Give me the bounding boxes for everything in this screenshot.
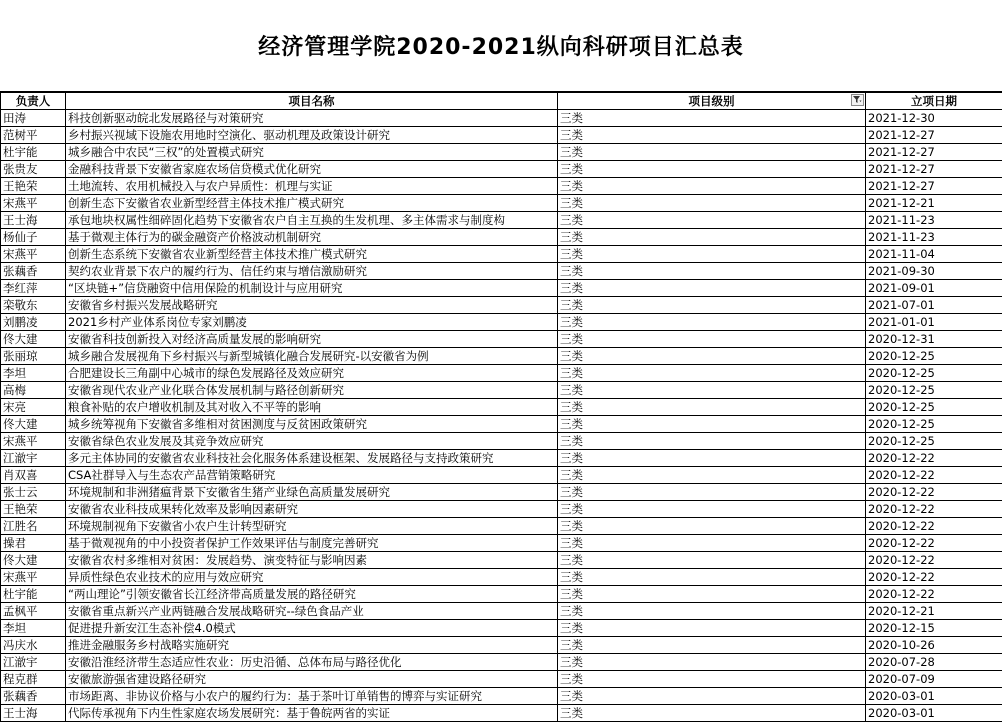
cell-date[interactable]: 2020-12-25	[866, 433, 1002, 450]
cell-level[interactable]: 三类	[558, 501, 866, 518]
cell-project[interactable]: “两山理论”引领安徽省长江经济带高质量发展的路径研究	[66, 586, 558, 603]
header-project[interactable]: 项目名称	[66, 93, 558, 110]
table-row	[1, 433, 1002, 450]
table-row	[1, 127, 1002, 144]
cell-date[interactable]: 2021-12-27	[866, 144, 1002, 161]
title-area	[0, 0, 1002, 92]
table-row	[1, 212, 1002, 229]
cell-project[interactable]: 创新生态系统下安徽省农业新型经营主体技术推广模式研究	[66, 246, 558, 263]
cell-date[interactable]: 2020-12-22	[866, 450, 1002, 467]
cell-person[interactable]: 李坦	[1, 365, 66, 382]
cell-project[interactable]: 促进提升新安江生态补偿4.0模式	[66, 620, 558, 637]
cell-project[interactable]: 创新生态下安徽省农业新型经营主体技术推广模式研究	[66, 195, 558, 212]
cell-project[interactable]: 城乡融合发展视角下乡村振兴与新型城镇化融合发展研究-以安徽省为例	[66, 348, 558, 365]
cell-level[interactable]: 三类	[558, 416, 866, 433]
cell-date[interactable]: 2021-12-30	[866, 110, 1002, 127]
cell-level[interactable]: 三类	[558, 348, 866, 365]
cell-person[interactable]: 李坦	[1, 620, 66, 637]
cell-project[interactable]: 安徽沿淮经济带生态适应性农业：历史沿循、总体布局与路径优化	[66, 654, 558, 671]
cell-person[interactable]: 张丽琼	[1, 348, 66, 365]
cell-project[interactable]: 安徽旅游强省建设路径研究	[66, 671, 558, 688]
cell-date[interactable]: 2021-11-23	[866, 229, 1002, 246]
cell-person[interactable]: 宋燕平	[1, 246, 66, 263]
cell-person[interactable]: 宋燕平	[1, 433, 66, 450]
cell-level[interactable]: 三类	[558, 314, 866, 331]
cell-date[interactable]: 2020-12-25	[866, 348, 1002, 365]
cell-person[interactable]: 程克群	[1, 671, 66, 688]
cell-person[interactable]: 江澈宇	[1, 450, 66, 467]
table-row	[1, 280, 1002, 297]
cell-date[interactable]: 2020-12-25	[866, 416, 1002, 433]
table-row	[1, 161, 1002, 178]
table-row	[1, 569, 1002, 586]
cell-date[interactable]: 2020-03-01	[866, 705, 1002, 722]
cell-project[interactable]: 承包地块权属性细碎固化趋势下安徽省农户自主互换的生发机理、多主体需求与制度构	[66, 212, 558, 229]
cell-project[interactable]: 契约农业背景下农户的履约行为、信任约束与增信激励研究	[66, 263, 558, 280]
cell-date[interactable]: 2020-12-22	[866, 501, 1002, 518]
cell-person[interactable]: 佟大建	[1, 331, 66, 348]
table-row	[1, 552, 1002, 569]
cell-date[interactable]: 2020-03-01	[866, 688, 1002, 705]
cell-project[interactable]: 安徽省农业科技成果转化效率及影响因素研究	[66, 501, 558, 518]
cell-project[interactable]: 多元主体协同的安徽省农业科技社会化服务体系建设框架、发展路径与支持政策研究	[66, 450, 558, 467]
cell-level[interactable]: 三类	[558, 263, 866, 280]
cell-level[interactable]: 三类	[558, 654, 866, 671]
cell-project[interactable]: 2021乡村产业体系岗位专家刘鹏凌	[66, 314, 558, 331]
cell-person[interactable]: 佟大建	[1, 552, 66, 569]
cell-level[interactable]: 三类	[558, 195, 866, 212]
cell-person[interactable]: 张藕香	[1, 688, 66, 705]
table-row	[1, 365, 1002, 382]
cell-date[interactable]: 2021-09-30	[866, 263, 1002, 280]
header-row	[1, 93, 1002, 110]
cell-project[interactable]: 异质性绿色农业技术的应用与效应研究	[66, 569, 558, 586]
cell-person[interactable]: 张士云	[1, 484, 66, 501]
cell-level[interactable]: 三类	[558, 467, 866, 484]
table-row	[1, 246, 1002, 263]
table-row	[1, 110, 1002, 127]
cell-project[interactable]: 粮食补贴的农户增收机制及其对收入不平等的影响	[66, 399, 558, 416]
table-row	[1, 484, 1002, 501]
cell-date[interactable]: 2021-11-23	[866, 212, 1002, 229]
cell-level[interactable]: 三类	[558, 484, 866, 501]
cell-date[interactable]: 2020-07-28	[866, 654, 1002, 671]
project-table	[0, 92, 1002, 722]
cell-date[interactable]: 2020-12-25	[866, 365, 1002, 382]
cell-date[interactable]: 2020-12-25	[866, 399, 1002, 416]
table-row	[1, 297, 1002, 314]
cell-level[interactable]: 三类	[558, 399, 866, 416]
cell-person[interactable]: 杜宇能	[1, 144, 66, 161]
cell-person[interactable]: 冯庆水	[1, 637, 66, 654]
table-row	[1, 348, 1002, 365]
table-row	[1, 314, 1002, 331]
cell-person[interactable]: 王艳荣	[1, 501, 66, 518]
cell-level[interactable]: 三类	[558, 365, 866, 382]
cell-date[interactable]: 2020-12-22	[866, 467, 1002, 484]
header-person[interactable]: 负责人	[1, 93, 66, 110]
cell-level[interactable]: 三类	[558, 280, 866, 297]
cell-project[interactable]: 环境规制和非洲猪瘟背景下安徽省生猪产业绿色高质量发展研究	[66, 484, 558, 501]
cell-date[interactable]: 2020-12-22	[866, 484, 1002, 501]
cell-project[interactable]: 安徽省科技创新投入对经济高质量发展的影响研究	[66, 331, 558, 348]
cell-person[interactable]: 范树平	[1, 127, 66, 144]
cell-date[interactable]: 2020-12-22	[866, 586, 1002, 603]
cell-date[interactable]: 2021-09-01	[866, 280, 1002, 297]
table-row	[1, 195, 1002, 212]
table-row	[1, 688, 1002, 705]
cell-project[interactable]: 安徽省乡村振兴发展战略研究	[66, 297, 558, 314]
table-row	[1, 331, 1002, 348]
cell-date[interactable]: 2021-01-01	[866, 314, 1002, 331]
cell-date[interactable]: 2020-12-31	[866, 331, 1002, 348]
header-date[interactable]: 立项日期	[866, 93, 1002, 110]
filter-button[interactable]	[851, 94, 864, 106]
cell-person[interactable]: 王士海	[1, 212, 66, 229]
cell-level[interactable]: 三类	[558, 297, 866, 314]
cell-project[interactable]: 安徽省农村多维相对贫困：发展趋势、演变特征与影响因素	[66, 552, 558, 569]
cell-level[interactable]: 三类	[558, 382, 866, 399]
cell-level[interactable]: 三类	[558, 178, 866, 195]
cell-level[interactable]: 三类	[558, 229, 866, 246]
cell-project[interactable]: 土地流转、农用机械投入与农户异质性：机理与实证	[66, 178, 558, 195]
cell-project[interactable]: “区块链+”信贷融资中信用保险的机制设计与应用研究	[66, 280, 558, 297]
table-row	[1, 382, 1002, 399]
cell-project[interactable]: 安徽省现代农业产业化联合体发展机制与路径创新研究	[66, 382, 558, 399]
cell-project[interactable]: 安徽省绿色农业发展及其竞争效应研究	[66, 433, 558, 450]
cell-person[interactable]: 刘鹏凌	[1, 314, 66, 331]
cell-level[interactable]: 三类	[558, 586, 866, 603]
cell-date[interactable]: 2021-12-27	[866, 178, 1002, 195]
table-row	[1, 603, 1002, 620]
header-level-label: 项目级别	[689, 94, 735, 108]
cell-level[interactable]: 三类	[558, 110, 866, 127]
cell-project[interactable]: 科技创新驱动皖北发展路径与对策研究	[66, 110, 558, 127]
cell-project[interactable]: 城乡融合中农民“三权”的处置模式研究	[66, 144, 558, 161]
filter-funnel-icon	[853, 96, 862, 104]
cell-level[interactable]: 三类	[558, 144, 866, 161]
cell-level[interactable]: 三类	[558, 433, 866, 450]
table-row	[1, 399, 1002, 416]
cell-project[interactable]: 安徽省重点新兴产业两链融合发展战略研究--绿色食品产业	[66, 603, 558, 620]
table-row	[1, 501, 1002, 518]
cell-level[interactable]: 三类	[558, 161, 866, 178]
table-row	[1, 705, 1002, 722]
cell-level[interactable]: 三类	[558, 705, 866, 722]
table-row	[1, 518, 1002, 535]
cell-level[interactable]: 三类	[558, 569, 866, 586]
header-level[interactable]	[558, 93, 866, 110]
cell-person[interactable]: 王艳荣	[1, 178, 66, 195]
cell-person[interactable]: 佟大建	[1, 416, 66, 433]
table-row	[1, 654, 1002, 671]
cell-project[interactable]: CSA社群导入与生态农产品营销策略研究	[66, 467, 558, 484]
cell-person[interactable]: 张贵友	[1, 161, 66, 178]
cell-person[interactable]: 宋燕平	[1, 569, 66, 586]
cell-project[interactable]: 代际传承视角下内生性家庭农场发展研究：基于鲁皖两省的实证	[66, 705, 558, 722]
cell-project[interactable]: 合肥建设长三角副中心城市的绿色发展路径及效应研究	[66, 365, 558, 382]
table-row	[1, 450, 1002, 467]
cell-project[interactable]: 市场距离、非协议价格与小农户的履约行为：基于茶叶订单销售的博弈与实证研究	[66, 688, 558, 705]
cell-level[interactable]: 三类	[558, 518, 866, 535]
cell-person[interactable]: 杨仙子	[1, 229, 66, 246]
cell-person[interactable]: 操君	[1, 535, 66, 552]
cell-level[interactable]: 三类	[558, 535, 866, 552]
cell-person[interactable]: 田涛	[1, 110, 66, 127]
cell-person[interactable]: 江胜名	[1, 518, 66, 535]
table-row	[1, 620, 1002, 637]
cell-person[interactable]: 杜宇能	[1, 586, 66, 603]
cell-date[interactable]: 2020-12-15	[866, 620, 1002, 637]
cell-level[interactable]: 三类	[558, 620, 866, 637]
cell-person[interactable]: 李红萍	[1, 280, 66, 297]
table-row	[1, 229, 1002, 246]
table-row	[1, 671, 1002, 688]
table-row	[1, 535, 1002, 552]
table-row	[1, 467, 1002, 484]
cell-date[interactable]: 2021-07-01	[866, 297, 1002, 314]
cell-level[interactable]: 三类	[558, 637, 866, 654]
table-row	[1, 178, 1002, 195]
cell-date[interactable]: 2020-07-09	[866, 671, 1002, 688]
cell-date[interactable]: 2020-12-21	[866, 603, 1002, 620]
page-title: 经济管理学院2020-2021纵向科研项目汇总表	[0, 30, 1002, 61]
table-row	[1, 144, 1002, 161]
cell-date[interactable]: 2020-10-26	[866, 637, 1002, 654]
cell-project[interactable]: 城乡统筹视角下安徽省多维相对贫困测度与反贫困政策研究	[66, 416, 558, 433]
cell-date[interactable]: 2020-12-22	[866, 535, 1002, 552]
cell-person[interactable]: 高梅	[1, 382, 66, 399]
cell-person[interactable]: 孟枫平	[1, 603, 66, 620]
table-row	[1, 416, 1002, 433]
cell-level[interactable]: 三类	[558, 212, 866, 229]
cell-level[interactable]: 三类	[558, 246, 866, 263]
cell-level[interactable]: 三类	[558, 331, 866, 348]
cell-person[interactable]: 王士海	[1, 705, 66, 722]
cell-date[interactable]: 2020-12-22	[866, 518, 1002, 535]
cell-person[interactable]: 宋亮	[1, 399, 66, 416]
cell-level[interactable]: 三类	[558, 127, 866, 144]
cell-date[interactable]: 2020-12-22	[866, 569, 1002, 586]
cell-date[interactable]: 2021-11-04	[866, 246, 1002, 263]
table-row	[1, 586, 1002, 603]
cell-date[interactable]: 2021-12-27	[866, 161, 1002, 178]
cell-project[interactable]: 环境规制视角下安徽省小农户生计转型研究	[66, 518, 558, 535]
table-row	[1, 263, 1002, 280]
cell-date[interactable]: 2020-12-22	[866, 552, 1002, 569]
cell-project[interactable]: 基于微观视角的中小投资者保护工作效果评估与制度完善研究	[66, 535, 558, 552]
cell-level[interactable]: 三类	[558, 688, 866, 705]
table-row	[1, 637, 1002, 654]
cell-person[interactable]: 肖双喜	[1, 467, 66, 484]
cell-date[interactable]: 2021-12-27	[866, 127, 1002, 144]
cell-level[interactable]: 三类	[558, 671, 866, 688]
cell-project[interactable]: 金融科技背景下安徽省家庭农场信贷模式优化研究	[66, 161, 558, 178]
cell-person[interactable]: 张藕香	[1, 263, 66, 280]
cell-project[interactable]: 基于微观主体行为的碳金融资产价格波动机制研究	[66, 229, 558, 246]
cell-person[interactable]: 栾敬东	[1, 297, 66, 314]
cell-project[interactable]: 乡村振兴视域下设施农用地时空演化、驱动机理及政策设计研究	[66, 127, 558, 144]
cell-project[interactable]: 推进金融服务乡村战略实施研究	[66, 637, 558, 654]
cell-person[interactable]: 宋燕平	[1, 195, 66, 212]
cell-level[interactable]: 三类	[558, 450, 866, 467]
cell-date[interactable]: 2020-12-25	[866, 382, 1002, 399]
cell-level[interactable]: 三类	[558, 603, 866, 620]
cell-person[interactable]: 江澈宇	[1, 654, 66, 671]
cell-level[interactable]: 三类	[558, 552, 866, 569]
cell-date[interactable]: 2021-12-21	[866, 195, 1002, 212]
